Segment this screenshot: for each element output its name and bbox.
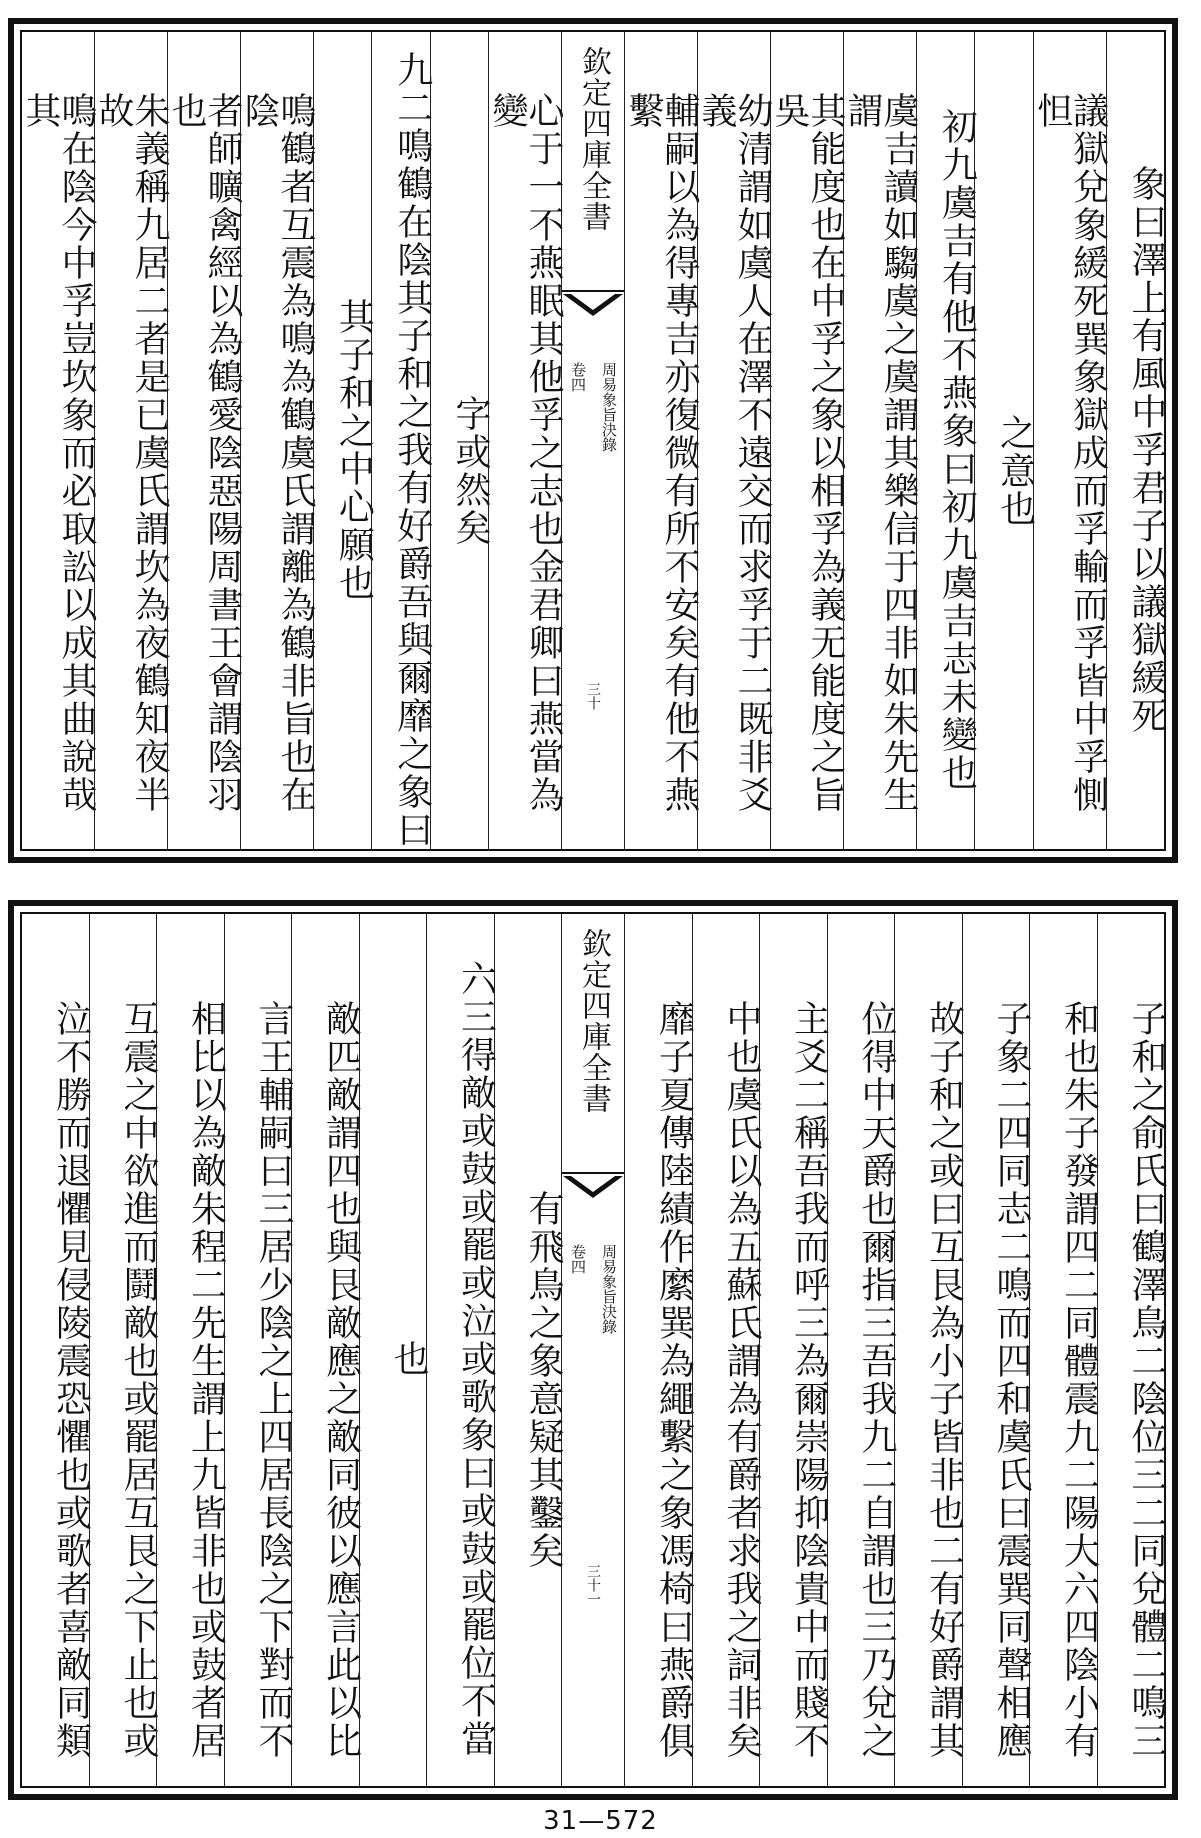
text-column: 敵匹敵謂四也與艮敵應之敵同彼以應言此以比: [291, 914, 359, 1786]
text-column: 也: [359, 914, 427, 1786]
text-column: 靡子夏傳陸績作縻巽為繩繫之象馮椅曰燕爵俱: [624, 914, 692, 1786]
text-column: 泣不勝而退懼見侵陵震恐懼也或歌者喜敵同類: [50, 1000, 92, 1760]
center-spine: [561, 914, 624, 1786]
lower-page: [8, 900, 1178, 1800]
text-column: 之意也: [974, 32, 1032, 849]
text-column: 鳴鶴者互震為鳴為鶴虞氏謂離為鶴非旨也在陰: [240, 32, 313, 849]
fish-tail-ornament: [562, 1172, 624, 1218]
text-column: 相比以為敵朱程二先生謂上九皆非也或鼓者居: [156, 914, 224, 1786]
text-column: 子象二四同志二鳴而四和虞氏曰震巽同聲相應: [962, 914, 1030, 1786]
text-column: 初九虞吉有他不燕象曰初九虞吉志未變也: [916, 32, 974, 849]
text-column: 虞吉讀如騶虞之虞謂其樂信于四非如朱先生謂: [843, 32, 916, 849]
text-column: 位得中天爵也爾指三吾我九二自謂也三乃兌之: [827, 914, 895, 1786]
text-column: 朱義稱九居二者是已虞氏謂坎為夜鶴知夜半故: [94, 32, 167, 849]
text-column: 和也朱子發謂四二同體震九二陽大六四陰小有: [1029, 914, 1097, 1786]
text-column: 議獄兌象緩死巽象獄成而孚輸而孚皆中孚惻怛: [1033, 32, 1106, 849]
text-column: 主爻二稱吾我而呼三為爾崇陽抑陰貴中而賤不: [759, 914, 827, 1786]
upper-text-frame: [20, 30, 1166, 851]
spine-book-title: 周易象旨決錄: [600, 1244, 618, 1334]
fish-tail-ornament: [562, 290, 624, 336]
text-column: 九二鳴鶴在陰其子和之我有好爵吾與爾靡之象曰: [371, 32, 429, 849]
spine-collection-title: 欽定四庫全書: [576, 928, 611, 1114]
text-column: 者師曠禽經以為鶴愛陰惡陽周書王會謂陰羽也: [167, 32, 240, 849]
text-column: 輔嗣以為得專吉亦復微有所不安矣有他不燕繫: [624, 32, 697, 849]
text-column: 鳴在陰今中孚豈坎象而必取訟以成其曲說哉其: [20, 92, 98, 814]
text-column: 其能度也在中孚之象以相孚為義无能度之旨吳: [770, 32, 843, 849]
spine-volume: 卷四: [569, 1244, 587, 1274]
text-column: 故子和之或曰互艮為小子皆非也二有好爵謂其: [894, 914, 962, 1786]
text-column: 幼清謂如虞人在澤不遠交而求孚于二既非爻義: [697, 32, 770, 849]
spine-volume: 卷四: [569, 362, 588, 392]
spine-book-title: 周易象旨決錄: [600, 362, 619, 452]
text-column: 象曰澤上有風中孚君子以議獄緩死: [1106, 32, 1164, 849]
text-column: 字或然矣: [430, 32, 488, 849]
lower-text-frame: [20, 912, 1166, 1788]
spine-folio: 三十一: [585, 1564, 601, 1606]
text-column: 言王輔嗣曰三居少陰之上四居長陰之下對而不: [224, 914, 292, 1786]
text-column: 其子和之中心願也: [313, 32, 371, 849]
text-column: 互震之中欲進而鬪敵也或罷居互艮之下止也或: [89, 914, 157, 1786]
spine-collection-title: 欽定四庫全書: [576, 46, 612, 232]
center-spine: [561, 32, 624, 849]
upper-page: [8, 18, 1178, 863]
page-number: 31—572: [543, 1806, 658, 1836]
text-column: 心于一不燕眠其他孚之志也金君卿曰燕當為變: [488, 32, 561, 849]
spine-folio: 三十: [585, 682, 602, 710]
text-column: 有飛鳥之象意疑其鑿矣: [494, 914, 562, 1786]
text-column: 中也虞氏以為五蘇氏謂為有爵者求我之詞非矣: [692, 914, 760, 1786]
text-column: 子和之俞氏曰鶴澤鳥二陰位三二同兌體二鳴三: [1097, 914, 1165, 1786]
text-column: 六三得敵或鼓或罷或泣或歌象曰或鼓或罷位不當: [426, 914, 494, 1786]
